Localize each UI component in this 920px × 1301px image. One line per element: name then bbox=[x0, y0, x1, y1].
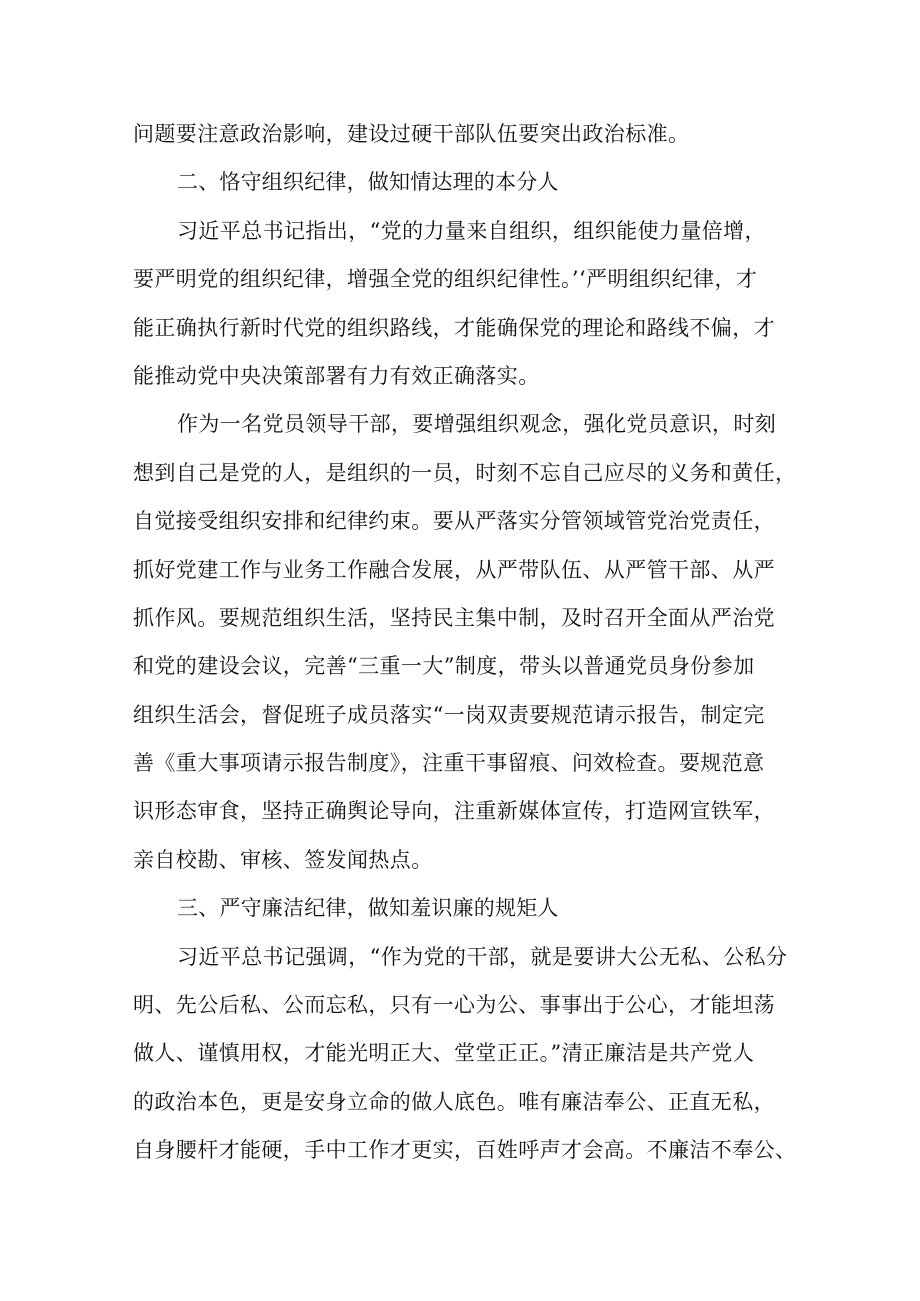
body-line: 能正确执行新时代党的组织路线，才能确保党的理论和路线不偏，才 bbox=[133, 315, 775, 340]
body-line: 的政治本色，更是安身立命的做人底色。唯有廉洁奉公、正直无私， bbox=[133, 1089, 775, 1114]
body-line: 善《重大事项请示报告制度》，注重干事留痕、问效检查。要规范意 bbox=[133, 751, 765, 776]
body-line: 和党的建设会议，完善“三重一大”制度，带头以普通党员身份参加 bbox=[133, 654, 755, 679]
document-body bbox=[133, 110, 795, 1175]
body-line: 自觉接受组织安排和纪律约束。要从严落实分管领域管党治党责任， bbox=[133, 509, 775, 534]
section-heading-3: 三、严守廉洁纪律，做知羞识廉的规矩人 bbox=[177, 896, 559, 921]
section-heading-2: 二、恪守组织纪律，做知情达理的本分人 bbox=[177, 170, 559, 195]
body-line: 抓好党建工作与业务工作融合发展，从严带队伍、从严管干部、从严 bbox=[133, 557, 775, 582]
body-line: 明、先公后私、公而忘私，只有一心为公、事事出于公心，才能坦荡 bbox=[133, 993, 775, 1018]
body-line: 习近平总书记指出，“党的力量来自组织，组织能使力量倍增， bbox=[177, 218, 766, 243]
body-line: 做人、谨慎用权，才能光明正大、堂堂正正。”清正廉洁是共产党人 bbox=[133, 1041, 755, 1066]
body-line: 识形态审食，坚持正确舆论导向，注重新媒体宣传，打造网宣铁军， bbox=[133, 799, 775, 824]
body-line: 想到自己是党的人，是组织的一员，时刻不忘自己应尽的义务和黄任， bbox=[133, 460, 797, 485]
body-line: 亲自校勘、审核、签发闻热点。 bbox=[133, 847, 433, 872]
body-line: 自身腰杆才能硬，手中工作才更实，百姓呼声才会高。不廉洁不奉公、 bbox=[133, 1138, 797, 1163]
body-line: 抓作风。要规范组织生活，坚持民主集中制，及时召开全面从严治党 bbox=[133, 605, 775, 630]
body-line: 要严明党的组织纪律，增强全党的组织纪律性。’‘严明组织纪律，才 bbox=[133, 267, 758, 292]
body-line: 能推动党中央决策部署有力有效正确落实。 bbox=[133, 363, 540, 388]
body-line: 习近平总书记强调，“作为党的干部，就是要讲大公无私、公私分 bbox=[177, 944, 788, 969]
body-line: 作为一名党员领导干部，要增强组织观念，强化党员意识，时刻 bbox=[177, 412, 777, 437]
body-line: 组织生活会，督促班子成员落实“一岗双责要规范请示报告，制定完 bbox=[133, 702, 765, 727]
body-line: 问题要注意政治影响，建设过硬干部队伍要突出政治标准。 bbox=[133, 122, 690, 146]
